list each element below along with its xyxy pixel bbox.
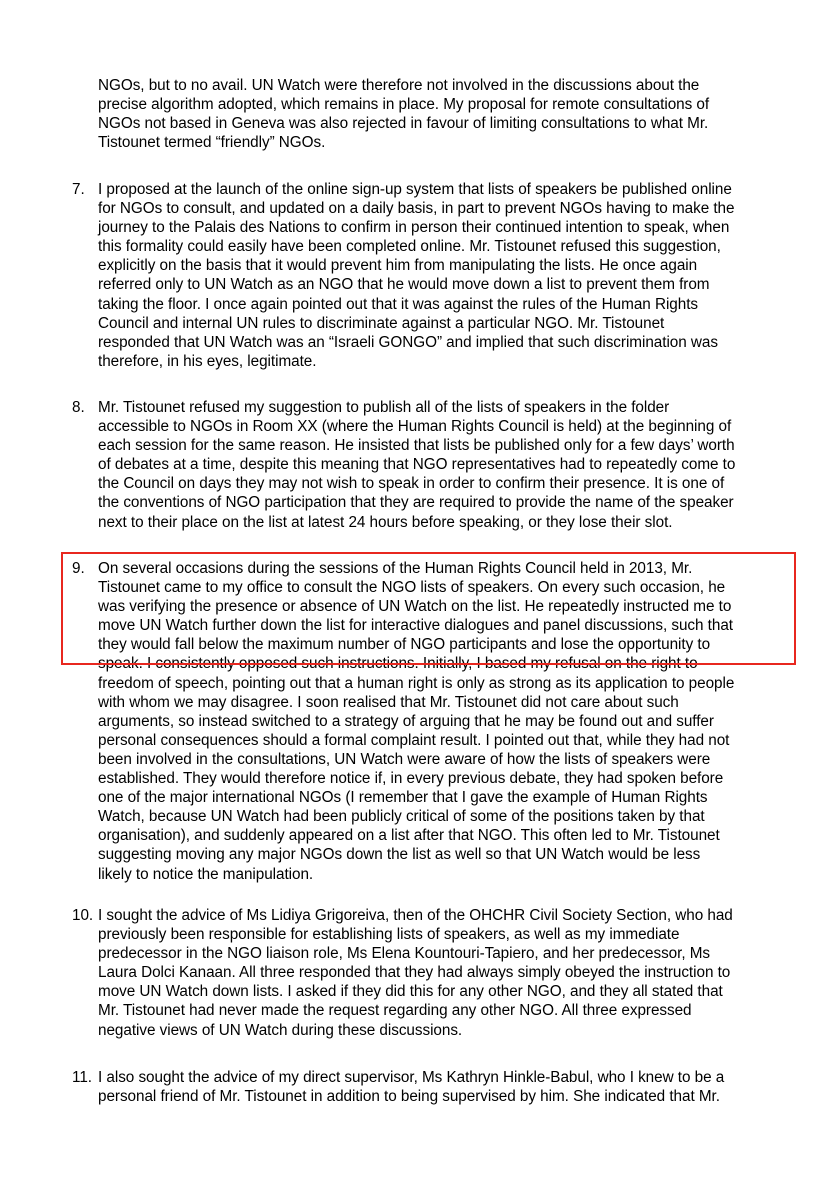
paragraph-number: 8. bbox=[72, 399, 85, 416]
text-line: the Council on days they may not wish to speak in order to confirm their presence. It is one of bbox=[98, 475, 725, 493]
paragraph-8 bbox=[72, 398, 772, 532]
paragraph-10 bbox=[72, 906, 772, 1040]
text-line: likely to notice the manipulation. bbox=[98, 865, 314, 883]
paragraph-number: 11. bbox=[72, 1069, 92, 1086]
text-line: suggesting moving any major NGOs down the list as well so that UN Watch would be less bbox=[98, 846, 701, 864]
text-line: previously been responsible for establishing lists of speakers, as well as my immediate bbox=[98, 926, 680, 944]
text-line: this formality could easily have been completed online. Mr. Tistounet refused this suggestion, bbox=[98, 238, 721, 256]
paragraph-number: 9. bbox=[72, 560, 85, 577]
text-line: journey to the Palais des Nations to confirm in person their continued intention to speak, when bbox=[98, 219, 730, 237]
text-line: they would fall below the maximum number of NGO participants and lose the opportunity to bbox=[98, 636, 711, 654]
paragraph-body bbox=[98, 906, 772, 1040]
text-line: was verifying the presence or absence of UN Watch on the list. He repeatedly instructed me to bbox=[98, 598, 732, 616]
text-line: established. They would therefore notice if, in every previous debate, they had spoken before bbox=[98, 770, 724, 788]
text-line: accessible to NGOs in Room XX (where the Human Rights Council is held) at the beginning of bbox=[98, 418, 732, 436]
text-line: next to their place on the list at latest 24 hours before speaking, or they lose their slot. bbox=[98, 513, 673, 531]
text-line: I proposed at the launch of the online sign-up system that lists of speakers be published online bbox=[98, 181, 732, 198]
paragraph-number: 10. bbox=[72, 907, 94, 924]
text-line: I also sought the advice of my direct supervisor, Ms Kathryn Hinkle-Babul, who I knew to be a bbox=[98, 1069, 725, 1086]
text-line: of debates at a time, despite this meaning that NGO representatives had to repeatedly come to bbox=[98, 456, 736, 474]
text-line: Mr. Tistounet had never made the request regarding any other NGO. All three expressed bbox=[98, 1002, 692, 1020]
text-line: I sought the advice of Ms Lidiya Grigoreiva, then of the OHCHR Civil Society Section, who had bbox=[98, 907, 733, 924]
text-line: NGOs, but to no avail. UN Watch were therefore not involved in the discussions about the bbox=[98, 77, 700, 94]
text-line: for NGOs to consult, and updated on a daily basis, in part to prevent NGOs having to make the bbox=[98, 200, 735, 218]
text-line: predecessor in the NGO liaison role, Ms Elena Kountouri-Tapiero, and her predecessor, Ms bbox=[98, 945, 711, 963]
text-line: referred only to UN Watch as an NGO that he would move down a list to prevent them from bbox=[98, 276, 710, 294]
paragraph-body bbox=[98, 1068, 772, 1106]
text-line: Tistounet termed “friendly” NGOs. bbox=[98, 134, 326, 152]
text-line: organisation), and suddenly appeared on a list after that NGO. This often led to Mr. Tistounet bbox=[98, 827, 720, 845]
text-line: personal consequences should a formal complaint result. I pointed out that, while they had not bbox=[98, 731, 730, 749]
text-line: taking the floor. I once again pointed out that it was against the rules of the Human Rights bbox=[98, 295, 699, 313]
text-line: negative views of UN Watch during these discussions. bbox=[98, 1021, 463, 1039]
paragraph-body bbox=[98, 76, 772, 152]
paragraph-11 bbox=[72, 1068, 772, 1106]
paragraph-number: 7. bbox=[72, 181, 85, 198]
paragraph-body bbox=[98, 180, 772, 371]
paragraph-body bbox=[98, 398, 772, 532]
text-line: NGOs not based in Geneva was also rejected in favour of limiting consultations to what Mr. bbox=[98, 115, 709, 133]
text-line: the conventions of NGO participation that they are required to provide the name of the speaker bbox=[98, 494, 734, 512]
text-line: with whom we may disagree. I soon realised that Mr. Tistounet did not care about such bbox=[98, 693, 679, 711]
text-line: Council and internal UN rules to discriminate against a particular NGO. Mr. Tistounet bbox=[98, 314, 665, 332]
text-line: responded that UN Watch was an “Israeli GONGO” and implied that such discrimination was bbox=[98, 333, 718, 351]
paragraph-7 bbox=[72, 180, 772, 371]
text-line: Mr. Tistounet refused my suggestion to publish all of the lists of speakers in the folder bbox=[98, 399, 670, 416]
text-line: On several occasions during the sessions of the Human Rights Council held in 2013, Mr. bbox=[98, 560, 693, 577]
text-line: Tistounet came to my office to consult the NGO lists of speakers. On every such occasion, he bbox=[98, 579, 726, 597]
text-line: precise algorithm adopted, which remains in place. My proposal for remote consultations of bbox=[98, 96, 710, 114]
text-line: speak. I consistently opposed such instructions. Initially, I based my refusal on the right to bbox=[98, 655, 698, 673]
text-line: move UN Watch further down the list for interactive dialogues and panel discussions, such that bbox=[98, 617, 733, 635]
text-line: been involved in the consultations, UN Watch were aware of how the lists of speakers were bbox=[98, 750, 711, 768]
text-line: Laura Dolci Kanaan. All three responded that they had always simply obeyed the instruction to bbox=[98, 964, 731, 982]
text-line: Watch, because UN Watch had been publicly critical of some of the positions taken by that bbox=[98, 808, 705, 826]
text-line: therefore, in his eyes, legitimate. bbox=[98, 352, 317, 370]
text-line: move UN Watch down lists. I asked if they did this for any other NGO, and they all stated that bbox=[98, 983, 723, 1001]
paragraph-continued bbox=[72, 76, 772, 152]
text-line: one of the major international NGOs (I remember that I gave the example of Human Rights bbox=[98, 789, 708, 807]
text-line: each session for the same reason. He insisted that lists be published only for a few days’ worth bbox=[98, 437, 735, 455]
text-line: freedom of speech, pointing out that a human right is only as strong as its application to people bbox=[98, 674, 735, 692]
text-line: personal friend of Mr. Tistounet in addition to being supervised by him. She indicated that Mr. bbox=[98, 1088, 720, 1106]
paragraph-9 bbox=[72, 559, 772, 884]
text-line: explicitly on the basis that it would prevent him from manipulating the lists. He once again bbox=[98, 257, 698, 275]
text-line: arguments, so instead switched to a strategy of arguing that he may be found out and suffer bbox=[98, 712, 714, 730]
paragraph-body bbox=[98, 559, 772, 884]
